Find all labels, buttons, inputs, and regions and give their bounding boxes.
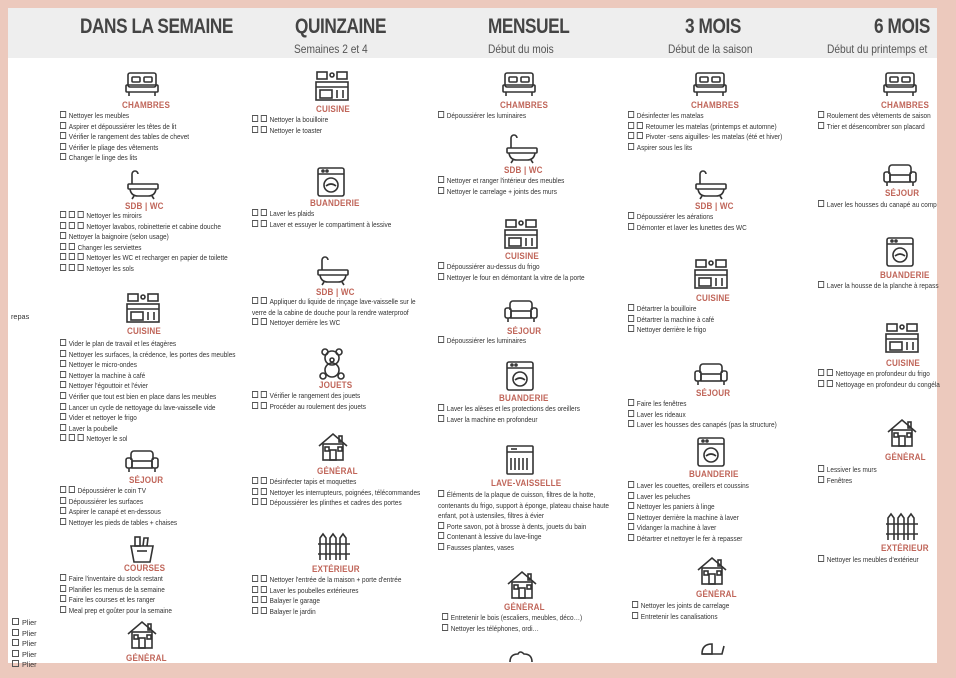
task-item[interactable]: Dépoussiérer les surfaces <box>60 497 177 508</box>
house-icon <box>126 620 160 650</box>
bathtub-icon <box>694 170 728 200</box>
task-item[interactable]: Laver les housses du canapé au comp <box>818 200 937 211</box>
section-title: CUISINE <box>127 326 161 337</box>
garden-fence-icon <box>317 530 351 560</box>
task-item[interactable]: Lessiver les murs <box>818 465 877 476</box>
task-item[interactable]: Dépoussiérer au-dessus du frigo <box>438 262 585 273</box>
washing-machine-icon <box>696 436 730 466</box>
task-item[interactable]: Vider et nettoyer le frigo <box>60 413 235 424</box>
cleaning-icon <box>506 648 540 678</box>
section-title: GÉNÉRAL <box>317 466 358 477</box>
task-item[interactable]: Vérifier le pliage des vêtements <box>60 143 189 154</box>
section-title: SDB | WC <box>695 201 734 212</box>
section-title: GÉNÉRAL <box>885 452 926 463</box>
task-list <box>252 209 410 230</box>
task-item[interactable]: Nettoyer le carrelage + joints des murs <box>438 187 564 198</box>
washing-machine-icon <box>316 166 350 196</box>
stub-item[interactable]: Plier <box>12 629 37 640</box>
task-item[interactable]: Détartrer la bouilloire <box>628 304 714 315</box>
task-list <box>438 490 634 554</box>
task-item[interactable]: Nettoyer derrière le frigo <box>628 325 714 336</box>
section-title: SÉJOUR <box>696 388 731 399</box>
planning-sheet <box>8 8 940 669</box>
bathtub-icon <box>505 134 539 164</box>
task-item[interactable]: Désinfecter tapis et moquettes <box>252 477 420 488</box>
task-item[interactable]: Balayer le garage <box>252 596 401 607</box>
bathtub-icon <box>316 256 350 286</box>
section-title: SÉJOUR <box>129 475 164 486</box>
stub-label: repas <box>11 312 30 321</box>
bed-icon <box>502 70 536 100</box>
house-icon <box>317 432 351 462</box>
task-item[interactable]: Entretenir le bois (escaliers, meubles, déco…) <box>442 613 582 624</box>
task-list <box>438 176 582 197</box>
section-title: SDB | WC <box>125 201 164 212</box>
section-title: SÉJOUR <box>885 188 920 199</box>
sofa-icon <box>125 448 159 478</box>
task-item[interactable]: Nettoyer les meubles d'extérieur <box>818 555 919 566</box>
task-list <box>60 486 193 528</box>
task-item[interactable]: Appliquer du liquide de rinçage lave-vaisselle sur le verre de la cabine de douche pour la rendre waterproof <box>252 297 416 317</box>
column-title-6-mois: 6 MOIS <box>874 15 930 38</box>
task-list <box>438 262 605 283</box>
task-list <box>818 465 885 486</box>
task-item[interactable]: Meal prep et goûter pour la semaine <box>60 606 172 617</box>
task-item[interactable]: Aspirer le canapé et en-dessous <box>60 507 177 518</box>
task-list <box>60 111 207 164</box>
task-list <box>252 391 382 412</box>
task-list <box>252 297 442 329</box>
task-list <box>632 601 743 622</box>
task-item[interactable]: Laver la machine en profondeur <box>438 415 580 426</box>
column-subtitle-mensuel: Début du mois <box>488 42 554 56</box>
task-item[interactable]: Nettoyer le sol <box>60 434 235 445</box>
task-list <box>438 111 538 122</box>
task-item[interactable]: Laver la housse de la planche à repass <box>818 281 939 292</box>
task-list <box>60 211 251 275</box>
task-list <box>818 281 955 292</box>
stub-item[interactable]: Plier <box>12 660 37 671</box>
task-item[interactable]: Laver les poubelles extérieures <box>252 586 401 597</box>
task-item[interactable]: Nettoyer derrière les WC <box>252 318 419 329</box>
task-item[interactable]: Laver les rideaux <box>628 410 777 421</box>
task-item[interactable]: Nettoyer les paniers à linge <box>628 502 749 513</box>
task-list <box>818 111 946 132</box>
task-item[interactable]: Vider le plan de travail et les étagères <box>60 339 235 350</box>
task-item[interactable]: Laver les housses des canapés (pas la structure) <box>628 420 777 431</box>
task-item[interactable]: Nettoyer les téléphones, ordi… <box>442 624 582 635</box>
task-item[interactable]: Nettoyer les meubles <box>60 111 189 122</box>
task-item[interactable]: Changer le linge des lits <box>60 153 189 164</box>
section-title: CHAMBRES <box>881 100 930 111</box>
section-title: CHAMBRES <box>122 100 171 111</box>
task-item[interactable]: Laver les alèses et les protections des oreillers <box>438 404 580 415</box>
task-item[interactable]: Lancer un cycle de nettoyage du lave-vaisselle vide <box>60 403 235 414</box>
stub-item[interactable]: Plier <box>12 618 37 629</box>
task-list <box>252 477 443 509</box>
task-item[interactable]: Détartrer la machine à café <box>628 315 714 326</box>
task-item[interactable]: Détartrer et nettoyer le fer à repasser <box>628 534 749 545</box>
sofa-icon <box>504 298 538 328</box>
section-title: CUISINE <box>505 251 539 262</box>
task-item[interactable]: Aspirer sous les lits <box>628 143 782 154</box>
section-title: CUISINE <box>316 104 350 115</box>
task-list <box>628 399 797 431</box>
bed-icon <box>125 70 159 100</box>
task-item[interactable]: Porte savon, pot à brosse à dents, jouets du bain <box>438 522 610 533</box>
task-item[interactable]: Dépoussiérer les aérations <box>628 212 747 223</box>
task-item[interactable]: Nettoyer les sols <box>60 264 228 275</box>
task-list <box>628 212 763 233</box>
task-item[interactable]: Trier et désencombrer son placard <box>818 122 931 133</box>
task-item[interactable]: Procéder au roulement des jouets <box>252 402 366 413</box>
task-item[interactable]: Laver les couettes, oreillers et coussins <box>628 481 749 492</box>
task-item[interactable]: Contenant à lessive du lave-linge <box>438 532 610 543</box>
section-title: CHAMBRES <box>691 100 740 111</box>
task-item[interactable]: Nettoyer et ranger l'intérieur des meubles <box>438 176 564 187</box>
task-item[interactable]: Éléments de la plaque de cuisson, filtres de la hotte, contenants du frigo, support à éponge, plateau chaise haute enfant, pot à ustensiles, filtres à évier <box>438 490 610 521</box>
section-title: BUANDERIE <box>689 469 739 480</box>
house-icon <box>886 418 920 448</box>
task-item[interactable]: Nettoyer le four en démontant la vitre de la porte <box>438 273 585 284</box>
section-title: SDB | WC <box>316 287 355 298</box>
stroller-icon <box>698 642 732 672</box>
task-item[interactable]: Pivoter -sens aiguilles- les matelas (été et hiver) <box>628 132 782 143</box>
task-list <box>628 304 726 336</box>
washing-machine-icon <box>505 360 539 390</box>
section-title: CUISINE <box>886 358 920 369</box>
house-icon <box>506 570 540 600</box>
section-title: BUANDERIE <box>499 393 549 404</box>
task-item[interactable]: Vérifier que tout est bien en place dans les meubles <box>60 392 235 403</box>
task-item[interactable]: Balayer le jardin <box>252 607 401 618</box>
task-item[interactable]: Nettoyer les WC et recharger en papier de toilette <box>60 253 228 264</box>
stub-item[interactable]: Plier <box>12 650 37 661</box>
task-item[interactable]: Nettoyer derrière la machine à laver <box>628 513 749 524</box>
task-list <box>438 404 599 425</box>
task-item[interactable]: Faire l'inventaire du stock restant <box>60 574 172 585</box>
column-title-mensuel: MENSUEL <box>488 15 570 38</box>
section-title: SÉJOUR <box>507 326 542 337</box>
section-title: JOUETS <box>319 380 353 391</box>
task-item[interactable]: Nettoyer les miroirs <box>60 211 228 222</box>
column-title-quinzaine: QUINZAINE <box>295 15 387 38</box>
task-item[interactable]: Entretenir les canalisations <box>632 612 729 623</box>
task-item[interactable]: Nettoyage en profondeur du frigo <box>818 369 940 380</box>
column-title-week: DANS LA SEMAINE <box>80 15 233 38</box>
task-item[interactable]: Laver les plaids <box>252 209 391 220</box>
task-item[interactable]: Nettoyer l'égouttoir et l'évier <box>60 381 235 392</box>
task-item[interactable]: Nettoyer les interrupteurs, poignées, télécommandes <box>252 488 420 499</box>
section-title: EXTÉRIEUR <box>881 543 929 554</box>
teddy-bear-icon <box>317 348 351 378</box>
section-title: GÉNÉRAL <box>504 602 545 613</box>
task-item[interactable]: Aspirer et dépoussiérer les têtes de lit <box>60 122 189 133</box>
task-item[interactable]: Planifier les menus de la semaine <box>60 585 172 596</box>
column-subtitle-3-mois: Début de la saison <box>668 42 753 56</box>
column-subtitle-quinzaine: Semaines 2 et 4 <box>294 42 368 56</box>
task-item[interactable]: Nettoyer le toaster <box>252 126 328 137</box>
column-title-3-mois: 3 MOIS <box>685 15 741 38</box>
task-list <box>60 574 187 616</box>
task-item[interactable]: Nettoyer la bouilloire <box>252 115 328 126</box>
task-item[interactable]: Fausses plantes, vases <box>438 543 610 554</box>
task-list <box>818 369 956 390</box>
task-item[interactable]: Nettoyer la machine à café <box>60 371 235 382</box>
task-item[interactable]: Laver la poubelle <box>60 424 235 435</box>
bed-icon <box>883 70 917 100</box>
task-list <box>252 115 339 136</box>
stub-list <box>12 618 37 671</box>
kitchen-icon <box>694 258 728 288</box>
task-list <box>60 339 259 445</box>
task-item[interactable]: Dépoussiérer le coin TV <box>60 486 177 497</box>
task-item[interactable]: Changer les serviettes <box>60 243 228 254</box>
task-list <box>818 555 932 566</box>
bathtub-icon <box>126 170 160 200</box>
section-title: BUANDERIE <box>880 270 930 281</box>
task-item[interactable]: Nettoyer la baignoire (selon usage) <box>60 232 228 243</box>
section-title: COURSES <box>124 563 166 574</box>
sofa-icon <box>694 361 728 391</box>
kitchen-icon <box>315 70 349 100</box>
task-item[interactable]: Roulement des vêtements de saison <box>818 111 931 122</box>
kitchen-icon <box>504 218 538 248</box>
task-item[interactable]: Nettoyage en profondeur du congéla <box>818 380 940 391</box>
column-subtitle-6-mois: Début du printemps et <box>827 42 928 56</box>
task-item[interactable]: Nettoyer les surfaces, la crédence, les portes des meubles <box>60 350 235 361</box>
section-title: GÉNÉRAL <box>126 653 167 664</box>
task-list <box>442 613 601 634</box>
task-list <box>252 575 422 617</box>
task-item[interactable]: Vérifier le rangement des tables de chevet <box>60 132 189 143</box>
task-list <box>628 111 803 153</box>
section-title: CUISINE <box>696 293 730 304</box>
task-item[interactable]: Retourner les matelas (printemps et automne) <box>628 122 782 133</box>
section-title: LAVE-VAISSELLE <box>491 478 562 489</box>
task-item[interactable]: Laver les peluches <box>628 492 749 503</box>
task-item[interactable]: Dépoussiérer les luminaires <box>438 336 526 347</box>
task-item[interactable]: Démonter et laver les lunettes des WC <box>628 223 747 234</box>
task-item[interactable]: Nettoyer les pieds de tables + chaises <box>60 518 177 529</box>
section-title: BUANDERIE <box>310 198 360 209</box>
task-item[interactable]: Vidanger la machine à laver <box>628 523 749 534</box>
washing-machine-icon <box>885 236 919 266</box>
task-item[interactable]: Désinfecter les matelas <box>628 111 782 122</box>
kitchen-icon <box>126 292 160 322</box>
dishwasher-icon <box>505 444 539 474</box>
task-item[interactable]: Nettoyer l'entrée de la maison + porte d'entrée <box>252 575 401 586</box>
bed-icon <box>693 70 727 100</box>
groceries-icon <box>127 534 161 564</box>
task-item[interactable]: Vérifier le rangement des jouets <box>252 391 366 402</box>
task-item[interactable]: Nettoyer le micro-ondes <box>60 360 235 371</box>
house-icon <box>696 556 730 586</box>
task-item[interactable]: Dépoussiérer les luminaires <box>438 111 526 122</box>
task-item[interactable]: Nettoyer lavabos, robinetterie et cabine douche <box>60 222 228 233</box>
section-title: SDB | WC <box>504 165 543 176</box>
task-item[interactable]: Fenêtres <box>818 476 877 487</box>
task-item[interactable]: Faire les fenêtres <box>628 399 777 410</box>
section-title: CHAMBRES <box>500 100 549 111</box>
section-title: GÉNÉRAL <box>696 589 737 600</box>
task-item[interactable]: Faire les courses et les ranger <box>60 595 172 606</box>
task-list <box>818 200 953 211</box>
garden-fence-icon <box>885 510 919 540</box>
section-title: EXTÉRIEUR <box>312 564 360 575</box>
task-item[interactable]: Nettoyer les joints de carrelage <box>632 601 729 612</box>
task-item[interactable]: Laver et essuyer le compartiment à lessive <box>252 220 391 231</box>
stub-item[interactable]: Plier <box>12 639 37 650</box>
task-item[interactable]: Dépoussiérer les plinthes et cadres des portes <box>252 498 420 509</box>
task-list <box>628 481 765 545</box>
kitchen-icon <box>885 322 919 352</box>
task-list <box>438 336 538 347</box>
